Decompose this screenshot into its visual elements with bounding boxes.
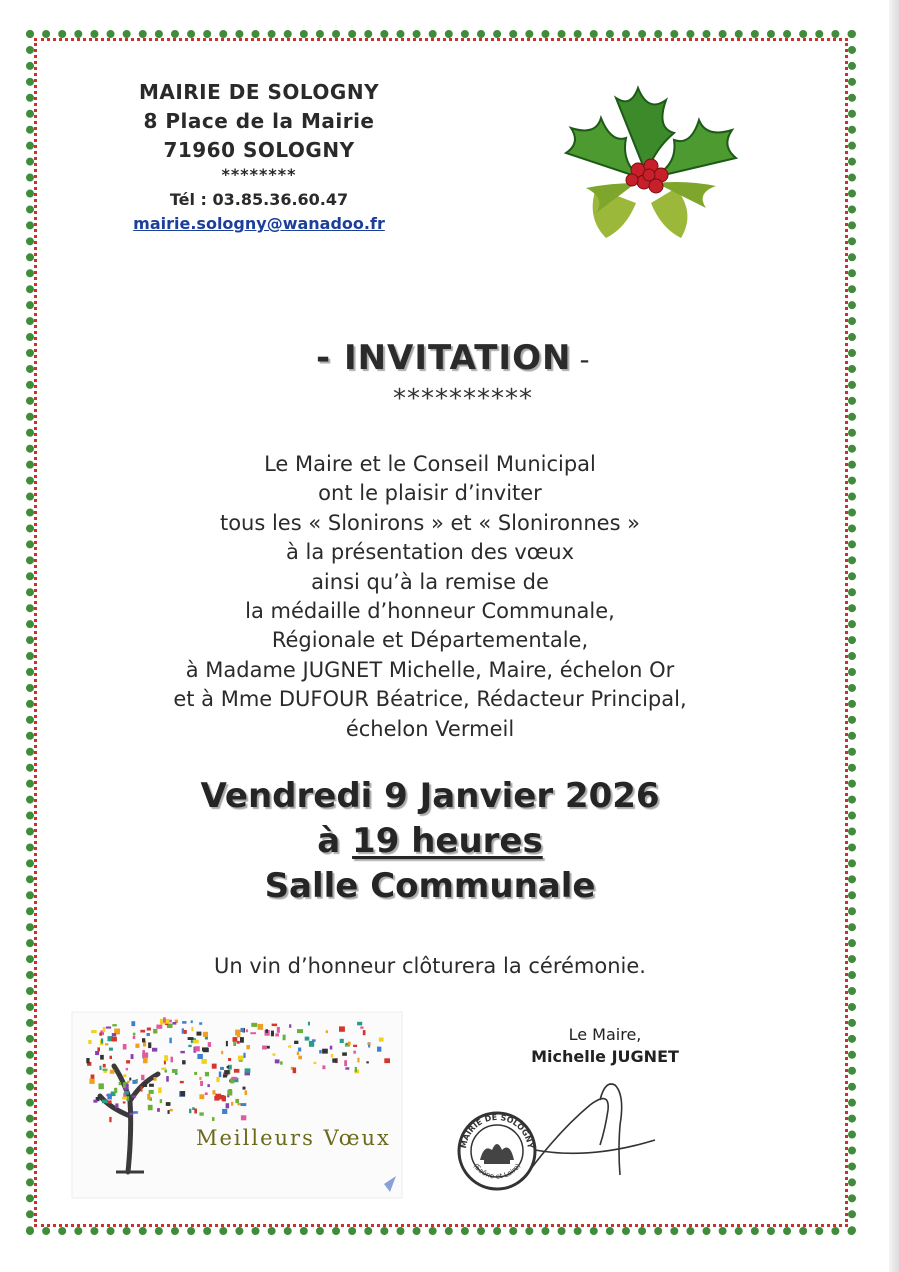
tree-leaf [140, 1086, 142, 1092]
tree-leaf [219, 1072, 222, 1078]
tree-leaf [262, 1046, 267, 1050]
tree-leaf [345, 1067, 349, 1069]
tree-leaf [131, 1021, 135, 1026]
tree-leaf [339, 1026, 345, 1031]
tree-leaf [126, 1084, 129, 1090]
tree-leaf [293, 1068, 297, 1074]
tree-leaf [208, 1042, 211, 1047]
tree-leaf [191, 1020, 193, 1023]
tree-leaf [379, 1038, 384, 1042]
mairie-city: 71960 SOLOGNY [163, 138, 355, 162]
tree-leaf [119, 1082, 122, 1085]
tree-leaf [332, 1058, 337, 1062]
tree-leaf [240, 1037, 244, 1043]
tree-leaf [133, 1036, 136, 1039]
tree-leaf [147, 1033, 150, 1036]
tree-leaf [348, 1042, 351, 1045]
event-hour: 19 heures [352, 821, 543, 861]
tree-leaf [245, 1090, 248, 1095]
tree-leaf [212, 1064, 217, 1069]
body-line: la médaille d’honneur Communale, [245, 599, 615, 624]
tree-leaf [353, 1045, 357, 1047]
tree-leaf [123, 1074, 126, 1077]
tree-leaf [124, 1091, 128, 1095]
tree-leaf [294, 1041, 298, 1044]
tree-leaf [243, 1053, 245, 1058]
tree-leaf [275, 1059, 280, 1063]
tree-leaf [157, 1108, 160, 1112]
tree-leaf [148, 1042, 151, 1048]
tree-leaf [199, 1022, 202, 1025]
tree-leaf [103, 1071, 107, 1073]
tree-leaf [122, 1097, 127, 1100]
tree-leaf [194, 1109, 197, 1114]
tree-leaf [223, 1075, 227, 1078]
tree-leaf [238, 1056, 244, 1061]
signature-role: Le Maire, [568, 1025, 642, 1044]
tree-leaf [103, 1027, 106, 1032]
tree-leaf [363, 1030, 366, 1035]
tree-leaf [199, 1094, 204, 1099]
tree-leaf [384, 1058, 390, 1063]
tree-leaf [133, 1033, 136, 1036]
tree-leaf [297, 1052, 299, 1055]
tree-leaf [366, 1061, 368, 1063]
tree-leaf [202, 1047, 208, 1051]
tree-leaf [110, 1056, 113, 1059]
mairie-phone: Tél : 03.85.36.60.47 [169, 190, 349, 209]
tree-leaf [149, 1090, 154, 1094]
event-time [100, 819, 760, 864]
invitation-title [316, 338, 646, 378]
tree-leaf [115, 1103, 118, 1108]
tree-leaf [95, 1051, 99, 1055]
tree-leaf [168, 1110, 170, 1114]
body-line: et à Mme DUFOUR Béatrice, Rédacteur Principal, [173, 687, 687, 712]
tree-leaf [357, 1022, 362, 1026]
tree-leaf [205, 1072, 209, 1076]
tree-leaf [166, 1076, 169, 1082]
tree-leaf [215, 1094, 221, 1100]
tree-leaf [133, 1111, 138, 1113]
tree-leaf [197, 1054, 203, 1059]
tree-leaf [103, 1069, 108, 1071]
tree-leaf [132, 1095, 137, 1097]
tree-leaf [135, 1044, 139, 1048]
tree-leaf [99, 1083, 104, 1089]
tree-leaf [171, 1057, 174, 1063]
tree-leaf [201, 1059, 207, 1064]
tree-leaf [166, 1102, 171, 1106]
title-main: - INVITATION [316, 338, 572, 378]
tree-leaf [143, 1058, 148, 1064]
tree-leaf [160, 1099, 162, 1103]
tree-leaf [105, 1043, 108, 1045]
tree-leaf [102, 1100, 108, 1104]
tree-leaf [227, 1066, 229, 1068]
tree-leaf [235, 1030, 240, 1036]
tree-leaf [97, 1047, 100, 1051]
tree-leaf [330, 1046, 333, 1050]
tree-leaf [271, 1031, 274, 1037]
tree-leaf [158, 1087, 161, 1093]
tree-leaf [103, 1064, 106, 1068]
holly-icon [556, 78, 742, 242]
tree-leaf [220, 1067, 224, 1070]
tree-leaf [170, 1109, 173, 1111]
tree-leaf [298, 1056, 302, 1059]
tree-leaf [273, 1053, 276, 1055]
tree-leaf [140, 1030, 145, 1033]
tree-leaf [355, 1067, 357, 1072]
tree-leaf [108, 1096, 111, 1098]
tree-leaf [143, 1082, 147, 1087]
tree-leaf [233, 1037, 238, 1042]
tree-leaf [114, 1088, 117, 1093]
event-at: à [317, 821, 341, 861]
tree-leaf [266, 1029, 269, 1033]
tree-leaf [153, 1029, 157, 1034]
tree-leaf [280, 1061, 283, 1064]
tree-leaf [189, 1109, 191, 1114]
signature-block [500, 1024, 710, 1068]
tree-leaf [91, 1075, 95, 1079]
tree-leaf [180, 1091, 185, 1096]
card-caption: Meilleurs Vœux [196, 1126, 391, 1150]
tree-leaf [129, 1078, 131, 1081]
tree-leaf [237, 1103, 241, 1105]
tree-leaf [251, 1023, 257, 1027]
tree-leaf [226, 1103, 230, 1108]
tree-leaf [207, 1084, 210, 1087]
tree-leaf [163, 1017, 166, 1022]
body-line: à la présentation des vœux [285, 540, 575, 565]
tree-leaf [353, 1051, 356, 1054]
tree-leaf [172, 1069, 178, 1073]
tree-leaf [199, 1077, 201, 1080]
tree-leaf [221, 1051, 223, 1054]
body-line: tous les « Slonirons » et « Slonironnes » [219, 510, 641, 535]
tree-leaf [112, 1024, 117, 1026]
mairie-email-link[interactable]: mairie.sologny@wanadoo.fr [133, 214, 385, 233]
closing-line: Un vin d’honneur clôturera la cérémonie. [214, 954, 646, 978]
tree-leaf [212, 1090, 215, 1094]
tree-leaf [156, 1025, 162, 1029]
event-place: Salle Communale [264, 866, 596, 906]
body-line: ainsi qu’à la remise de [311, 569, 549, 594]
tree-leaf [233, 1042, 236, 1046]
tree-leaf [194, 1072, 197, 1075]
tree-leaf [191, 1027, 193, 1031]
greeting-tree-illustration [66, 1006, 406, 1202]
tree-leaf [272, 1024, 278, 1027]
tree-leaf [195, 1046, 200, 1051]
tree-leaf [161, 1068, 166, 1070]
tree-leaf [308, 1022, 310, 1026]
tree-leaf [199, 1112, 203, 1115]
tree-leaf [88, 1040, 91, 1044]
tree-leaf [212, 1117, 215, 1121]
tree-leaf [234, 1069, 240, 1073]
event-date: Vendredi 9 Janvier 2026 [200, 776, 660, 816]
tree-leaf [86, 1058, 89, 1063]
tree-leaf [126, 1060, 130, 1063]
tree-leaf [169, 1038, 171, 1044]
tree-leaf [154, 1077, 157, 1081]
tree-leaf [131, 1054, 134, 1059]
tree-leaf [197, 1032, 202, 1036]
svg-text:(Saône et Loire): (Saône et Loire) [471, 1162, 523, 1181]
tree-leaf [235, 1099, 239, 1103]
page-right-edge [889, 0, 899, 1272]
tree-leaf [126, 1068, 128, 1071]
tree-leaf [127, 1081, 130, 1083]
tree-leaf [275, 1033, 279, 1036]
tree-leaf [246, 1029, 248, 1032]
svg-text:MAIRIE DE SOLOGNY: MAIRIE DE SOLOGNY [458, 1112, 535, 1150]
tree-leaf [297, 1029, 303, 1033]
tree-leaf [342, 1052, 347, 1055]
header-stars: ******** [221, 165, 297, 184]
tree-leaf [184, 1030, 187, 1034]
tree-leaf [110, 1070, 115, 1074]
tree-leaf [360, 1027, 363, 1029]
body-line: à Madame JUGNET Michelle, Maire, échelon Or [185, 657, 675, 682]
tree-leaf [132, 1080, 136, 1084]
tree-leaf [241, 1028, 245, 1032]
tree-leaf [99, 1033, 102, 1036]
tree-leaf [357, 1058, 359, 1063]
tree-leaf [231, 1077, 236, 1080]
tree-leaf [243, 1087, 246, 1090]
tree-leaf [344, 1060, 347, 1066]
tree-leaf [322, 1065, 325, 1069]
tree-leaf [142, 1053, 148, 1058]
tree-leaf [109, 1048, 113, 1051]
tree-leaf [164, 1055, 168, 1061]
tree-leaf [314, 1062, 317, 1064]
tree-leaf [100, 1066, 102, 1070]
tree-leaf [147, 1094, 150, 1100]
tree-leaf [241, 1103, 247, 1106]
mairie-name: MAIRIE DE SOLOGNY [138, 80, 380, 104]
tree-leaf [188, 1045, 191, 1047]
tree-leaf [93, 1100, 97, 1103]
tree-leaf [224, 1070, 229, 1074]
tree-leaf [200, 1081, 203, 1086]
tree-leaf [298, 1048, 301, 1052]
tree-leaf [203, 1032, 208, 1037]
tree-leaf [148, 1105, 153, 1111]
tree-leaf [180, 1081, 184, 1083]
tree-leaf [226, 1041, 228, 1046]
tree-leaf [322, 1049, 328, 1054]
tree-leaf [182, 1021, 186, 1024]
tree-leaf [228, 1058, 231, 1061]
tree-leaf [106, 1027, 111, 1029]
tree-leaf [250, 1032, 256, 1034]
tree-leaf [130, 1113, 134, 1116]
event-details [100, 774, 760, 909]
tree-leaf [312, 1039, 316, 1042]
tree-leaf [277, 1027, 280, 1033]
tree-leaf [305, 1037, 310, 1041]
tree-leaf [289, 1024, 291, 1028]
tree-leaf [283, 1035, 286, 1041]
tree-leaf [182, 1060, 186, 1064]
tree-leaf [193, 1040, 199, 1044]
tree-leaf [267, 1046, 270, 1049]
tree-leaf [377, 1047, 381, 1052]
tree-leaf [188, 1037, 194, 1040]
mairie-header [100, 78, 418, 235]
signature-name: Michelle JUGNET [531, 1047, 679, 1066]
tree-leaf [288, 1045, 291, 1047]
body-line: Le Maire et le Conseil Municipal [264, 452, 596, 476]
mairie-stamp [456, 1110, 538, 1192]
tree-leaf [216, 1077, 219, 1082]
body-line: ont le plaisir d’inviter [318, 481, 542, 506]
tree-leaf [100, 1055, 104, 1060]
tree-leaf [165, 1019, 169, 1024]
tree-leaf [112, 1033, 116, 1036]
tree-leaf [340, 1039, 344, 1043]
tree-leaf [237, 1041, 240, 1044]
tree-leaf [319, 1050, 322, 1054]
tree-leaf [141, 1075, 144, 1080]
tree-leaf [241, 1115, 246, 1120]
tree-leaf [205, 1092, 208, 1095]
tree-leaf [258, 1024, 264, 1030]
tree-leaf [173, 1022, 177, 1025]
tree-leaf [152, 1048, 157, 1052]
tree-leaf [326, 1030, 328, 1033]
tree-leaf [123, 1101, 126, 1103]
tree-leaf [246, 1045, 250, 1049]
tree-leaf [109, 1117, 111, 1122]
tree-leaf [180, 1051, 185, 1053]
tree-leaf [123, 1044, 127, 1050]
mairie-address: 8 Place de la Mairie [143, 109, 375, 133]
tree-leaf [182, 1028, 184, 1033]
tree-leaf [231, 1102, 233, 1106]
tree-leaf [89, 1079, 94, 1084]
handwritten-signature [520, 1070, 660, 1190]
tree-leaf [118, 1073, 121, 1075]
title-stars: ********** [393, 384, 533, 414]
tree-leaf [367, 1043, 371, 1045]
tree-leaf [147, 1028, 151, 1031]
title-dash: - [579, 343, 591, 376]
tree-leaf [331, 1054, 333, 1057]
tree-leaf [91, 1030, 97, 1033]
tree-leaf [149, 1084, 154, 1087]
tree-leaf [227, 1090, 232, 1096]
invitation-body [100, 450, 760, 744]
tree-leaf [101, 1038, 103, 1043]
body-line: Régionale et Départementale, [271, 628, 589, 653]
tree-leaf [192, 1107, 194, 1110]
tree-leaf [142, 1038, 145, 1042]
tree-leaf [222, 1109, 227, 1114]
tree-leaf [245, 1068, 251, 1072]
body-line: échelon Vermeil [345, 716, 515, 741]
tree-leaf [112, 1037, 117, 1042]
